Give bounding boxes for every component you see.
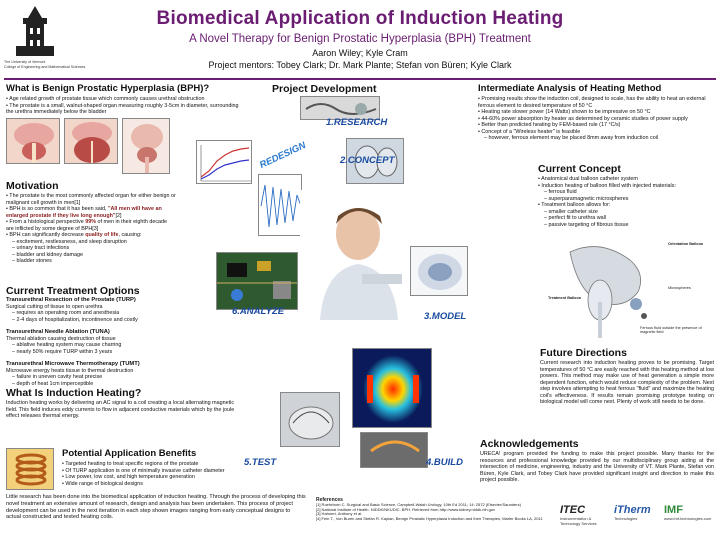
benefit-bullet: • Wide range of biological designs	[62, 481, 242, 488]
step-build-label: 4.BUILD	[426, 457, 463, 468]
enlarged-prostate-image	[64, 118, 118, 164]
reference-item: [1] Roehrborn C. Surgical and Basic Science, Campbell-Walsh Urology, 10th Ed 2011; 14: 2572 (Elsevier/Saunders)	[316, 501, 521, 507]
tuna-sub: – ablative heating system may cause charring	[6, 342, 176, 349]
concept-bullet: • Induction heating of balloon filled with injected materials:	[538, 183, 714, 190]
concept-heading: Current Concept	[538, 163, 621, 175]
bph-bullet: • The prostate is a small, walnut-shaped organ measuring roughly 3-5cm in diameter, surrounding the urethra immediately below the bladder	[6, 103, 246, 116]
motivation-bullet: • From a histological perspective 99% of men in their eighth decade are inflicted by some degree of BPH[3]	[6, 219, 176, 232]
tumt-sub: – failure in uneven cavity heat precise	[6, 374, 176, 381]
highlight-percent: 99%	[85, 219, 96, 225]
catheter-diagram	[560, 240, 660, 338]
itec-logo	[560, 504, 600, 534]
turp-title: Transurethral Resection of the Prostate (TURP)	[6, 297, 136, 303]
bph-text	[6, 96, 246, 116]
microspheres-label: Microspheres	[668, 286, 691, 290]
poster-header	[0, 0, 720, 84]
motivation-sub: – bladder stones	[6, 258, 176, 265]
itherm-logo	[614, 504, 664, 534]
tuna-sub: – nearly 50% require TURP within 3 years	[6, 349, 176, 356]
benefits-heading: Potential Application Benefits	[62, 448, 197, 459]
motivation-sub: – bladder and kidney damage	[6, 252, 176, 259]
motivation-text	[6, 193, 176, 265]
imf-logo-text: IMF	[664, 504, 683, 516]
build-coil-image	[360, 432, 428, 468]
benefit-bullet: • Low power, low cost, and high temperature generation	[62, 474, 242, 481]
temperature-plot-image	[196, 140, 252, 184]
highlight-qol: quality of life	[85, 232, 119, 238]
fem-field-image	[352, 348, 432, 428]
treatments-heading: Current Treatment Options	[6, 285, 140, 297]
benefits-text	[62, 461, 242, 487]
little-research-text: Little research has been done into the biomedical application of induction heating. Through the process of developing this novel treatment an extensive amount of research, design and analysis has been undertaken. This process of project development can be used in the next iteration in each step shown images ranging from early conceptual designs to actual constructed and tested heating coils.	[6, 494, 306, 521]
itherm-logo-sub: Technologies	[614, 516, 638, 521]
mentors: Project mentors: Tobey Clark; Dr. Mark Plante; Stefan von Büren; Kyle Clark	[208, 60, 512, 70]
ack-text: URECA! program provided the funding to make this project possible. Many thanks for the resources and professional knowledge provided by our multidisciplinary group aiding at the intersection of medicine, engineering, industry and the University of VT. Mark Plante, Stefan von Büren, Kyle Clark, and Tobey Clark have provided significant insight and direction to make this project possible.	[480, 451, 714, 483]
header-rule	[4, 78, 716, 80]
reference-item: [2] National Institute of Health. NIDDK/NKUDIC. BPH. Retrieved from http://www.kidney.niddk.nih.gov	[316, 506, 496, 512]
university-name	[4, 60, 134, 69]
references-heading: References	[316, 497, 343, 503]
intermediate-bullet: • Concept of a "Wireless heater" is feasible	[478, 129, 714, 136]
poster-subtitle: A Novel Therapy for Benign Prostatic Hyperplasia (BPH) Treatment	[189, 33, 531, 45]
intermediate-text	[478, 96, 714, 142]
induction-heading: What Is Induction Heating?	[6, 387, 142, 399]
step-test-label: 5.TEST	[244, 457, 277, 468]
intermediate-bullet: • Heating rate slower power (14 Watts) shown to be impressive on 50 °C	[478, 109, 714, 116]
turp-sub: – 2-4 days of hospitalization, incontinence and costly	[6, 317, 176, 324]
intermediate-bullet: • 44-60% power absorption by heater as determined by ceramic studies of power supply	[478, 116, 714, 123]
step-concept-label: 2.CONCEPT	[340, 155, 395, 166]
itec-logo-sub: Instrumentation & Technology Services	[560, 516, 597, 526]
redesign-label: REDESIGN	[258, 140, 308, 171]
tumt-title: Transurethral Microwave Thermotherapy (TUMT)	[6, 361, 140, 367]
university-line-2: College of Engineering and Mathematical Sciences	[4, 64, 86, 69]
concept-sub: – superparamagnetic microspheres	[538, 196, 714, 203]
motivation-bullet: • The prostate is the most commonly affected organ for either benign or malignant cell growth in men[1]	[6, 193, 176, 206]
induction-text: Induction heating works by delivering an AC signal to a coil creating a local alternating magnetic field. This field induces eddy currents to flow in adjacent conductive materials which by the joule effect releases thermal energy.	[6, 400, 235, 419]
step-research-label: 1.RESEARCH	[326, 117, 388, 128]
orientation-balloon-label: Orientation Balloon	[668, 242, 704, 246]
step-model-label: 3.MODEL	[424, 311, 467, 322]
reference-item: [3] Hahnert, Anthony et al.	[316, 511, 363, 517]
model-simulation-image	[410, 246, 468, 296]
concept-bullet: • Anatomical dual balloon catheter system	[538, 176, 714, 183]
authors: Aaron Wiley; Kyle Cram	[312, 48, 408, 58]
motivation-bullet: • BPH can significantly decrease quality of life, causing:	[6, 232, 176, 239]
motivation-sub: – excitement, restlessness, and sleep disruption	[6, 239, 176, 246]
motivation-sub: – urinary tract infections	[6, 245, 176, 252]
turp-desc: Surgical cutting of tissue to open urethra	[6, 303, 103, 310]
test-setup-image	[280, 392, 340, 447]
tumt-desc: Microwave energy heats tissue to thermal destruction	[6, 367, 134, 374]
motivation-bullet: • BPH is so common that it has been said, "All men will have an enlarged prostate if they live long enough"[2]	[6, 206, 176, 219]
step-analyze-label: 6.ANALYZE	[232, 306, 285, 317]
tuna-title: Transurethral Needle Ablation (TUNA)	[6, 329, 110, 335]
benefit-bullet: • Targeted heating to treat specific regions of the prostate	[62, 461, 242, 468]
concept-sub: – ferrous fluid	[538, 189, 714, 196]
university-logo	[6, 4, 64, 60]
concept-sub: – passive targeting of fibrous tissue	[538, 222, 714, 229]
ack-heading: Acknowledgements	[480, 438, 579, 450]
intermediate-bullet: • Promising results show the induction coil, designed to scale, has the ability to heat an external ferrous element to desired temperature of 50 °C	[478, 96, 714, 109]
team-member-photo	[300, 190, 410, 320]
bladder-diagram-image	[122, 118, 170, 174]
motivation-heading: Motivation	[6, 180, 59, 192]
imf-logo-sub: www.imf-technologies.com	[664, 516, 712, 521]
tumt-sub: – depth of heat 1cm imperceptible	[6, 381, 176, 388]
bph-heading: What is Benign Prostatic Hyperplasia (BPH)?	[6, 83, 210, 94]
waveform-image	[258, 174, 302, 236]
treatments-text	[6, 297, 176, 387]
intermediate-sub: – however, ferrous element may be placed 8mm away from induction coil	[478, 135, 714, 142]
future-text: Current research into induction heating proves to be promising. Target temperatures of 50 °C are easily reached with this heating method at low powers. This method may make use of heat generation a simple more dependent function, which would reduce complexity of the problem. Next step involves attempting to heat ferrous "fluid" and maximize the heating coil's effectiveness. If results remain promising prototype testing on biological model will come next. Plenty of work still needs to be done.	[540, 360, 714, 405]
intermediate-bullet: • Better than predicted heating by FEM-based rule (17 °C/s)	[478, 122, 714, 129]
future-heading: Future Directions	[540, 347, 627, 359]
bph-bullet: • Age related growth of prostate tissue which commonly causes urethral obstruction	[6, 96, 246, 103]
itherm-logo-text: iTherm	[614, 504, 651, 516]
university-line-1: The University of Vermont	[4, 60, 46, 64]
concept-bullet: • Treatment balloon allows for:	[538, 202, 714, 209]
imf-logo	[664, 504, 716, 534]
poster-title: Biomedical Application of Induction Heating	[156, 8, 564, 29]
concept-sub: – smaller catheter size	[538, 209, 714, 216]
references	[316, 498, 556, 522]
circuit-board-image	[216, 252, 298, 310]
intermediate-heading: Intermediate Analysis of Heating Method	[478, 83, 662, 94]
highlight-quote: "All men will have an enlarged prostate if they live long enough"	[6, 206, 162, 219]
normal-prostate-image	[6, 118, 60, 164]
induction-coil-image	[6, 448, 54, 490]
development-heading: Project Development	[272, 83, 377, 95]
benefit-bullet: • Of TURP application is one of minimally invasive catheter diameter	[62, 468, 242, 475]
ferrous-fluid-label: Ferrous fluid outside the presence of magnetic field	[640, 326, 702, 335]
itec-logo-text: ITEC	[560, 504, 586, 516]
concept-sub: – perfect fit to urethra wall	[538, 215, 714, 222]
tuna-desc: Thermal ablation causing destruction of tissue	[6, 335, 116, 342]
treatment-balloon-label: Treatment Balloon	[548, 296, 582, 300]
reference-item: [4] Fein T., Von Buren and Stefan R. Kaplan, Benign Prostatic Hyperplasia Induction and their Therapies, Marler Books LA, 2011	[316, 516, 543, 522]
turp-sub: – requires an operating room and anesthesia	[6, 310, 176, 317]
concept-text	[538, 176, 714, 228]
